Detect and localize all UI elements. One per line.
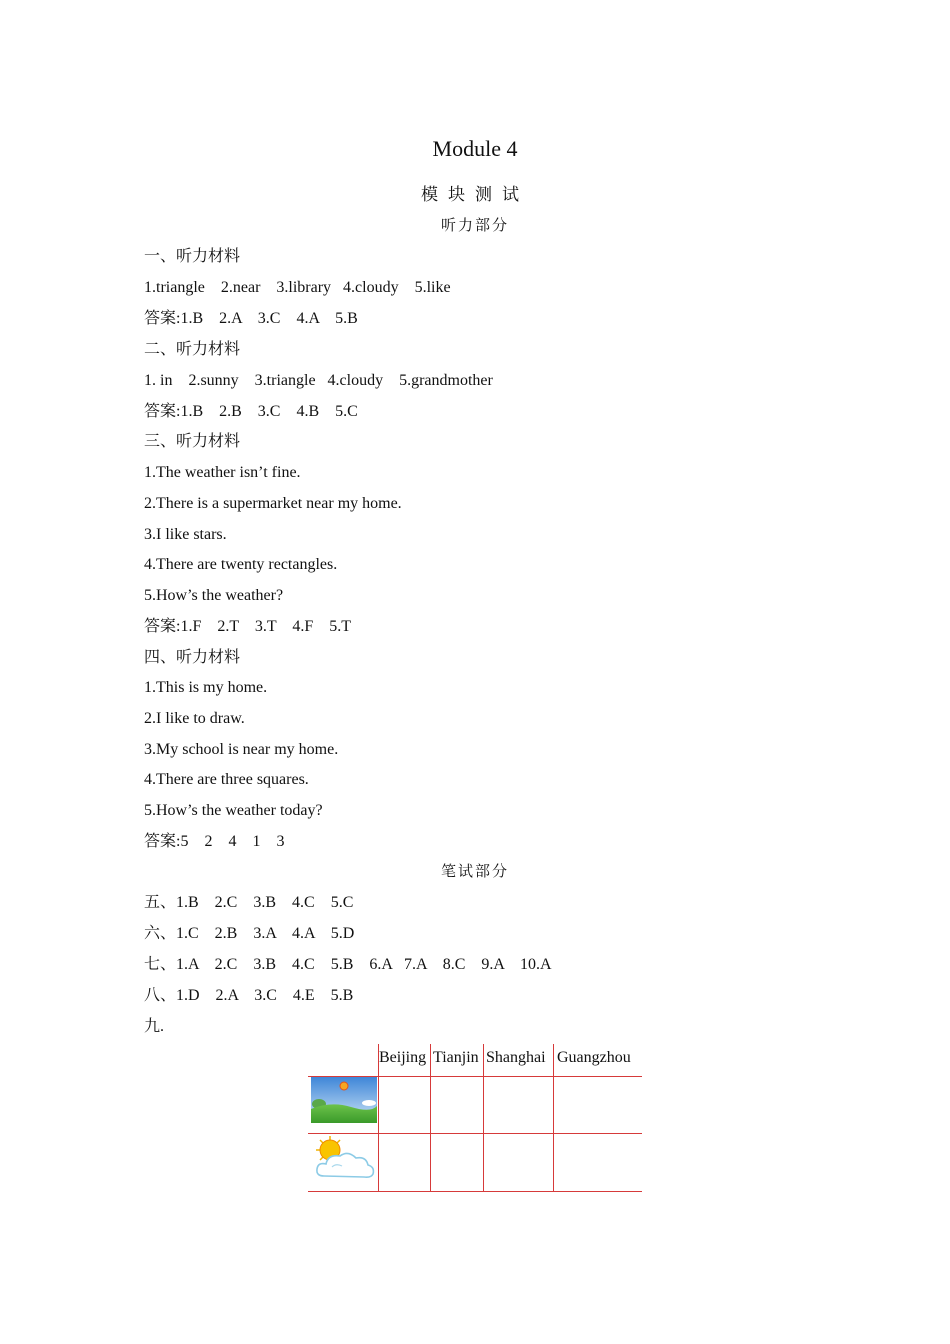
section-4-answers: 答案:5 2 4 1 3 [144, 833, 285, 850]
section-4-sentence-1: 1.This is my home. [144, 679, 268, 696]
section-3-sentence-4: 4.There are twenty rectangles. [144, 556, 338, 573]
table-divider [378, 1044, 379, 1192]
section-4-sentence-3: 3.My school is near my home. [144, 741, 339, 758]
section-5-answers: 五、1.B 2.C 3.B 4.C 5.C [144, 894, 354, 911]
column-header-shanghai: Shanghai [486, 1049, 546, 1066]
section-2-answers: 答案:1.B 2.B 3.C 4.B 5.C [144, 403, 358, 420]
weather-table [308, 1044, 642, 1194]
section-4-sentence-2: 2.I like to draw. [144, 710, 245, 727]
section-3-sentence-3: 3.I like stars. [144, 526, 227, 543]
section-4-heading: 四、听力材料 [144, 649, 241, 666]
section-6-answers: 六、1.C 2.B 3.A 4.A 5.D [144, 925, 355, 942]
section-9-label: 九. [144, 1018, 165, 1035]
section-7-answers: 七、1.A 2.C 3.B 4.C 5.B 6.A 7.A 8.C 9.A 10.A [144, 956, 552, 973]
table-divider [553, 1044, 554, 1192]
section-3-sentence-1: 1.The weather isn’t fine. [144, 464, 301, 481]
page-title: Module 4 [432, 136, 518, 161]
section-3-sentence-2: 2.There is a supermarket near my home. [144, 495, 402, 512]
section-2-words: 1. in 2.sunny 3.triangle 4.cloudy 5.grandmother [144, 372, 493, 389]
sunny-landscape-icon [311, 1077, 377, 1123]
table-divider [430, 1044, 431, 1192]
writing-section-heading: 笔试部分 [440, 864, 509, 880]
section-1-heading: 一、听力材料 [144, 248, 241, 265]
section-4-sentence-4: 4.There are three squares. [144, 771, 309, 788]
page-subtitle: 模块测试 [421, 185, 529, 204]
section-3-heading: 三、听力材料 [144, 433, 241, 450]
section-8-answers: 八、1.D 2.A 3.C 4.E 5.B [144, 987, 354, 1004]
section-1-answers: 答案:1.B 2.A 3.C 4.A 5.B [144, 310, 358, 327]
column-header-tianjin: Tianjin [433, 1049, 479, 1066]
table-divider [483, 1044, 484, 1192]
column-header-beijing: Beijing [379, 1049, 427, 1066]
section-3-answers: 答案:1.F 2.T 3.T 4.F 5.T [144, 618, 351, 635]
table-rule [308, 1191, 642, 1192]
sun-behind-cloud-icon [312, 1134, 378, 1184]
section-2-heading: 二、听力材料 [144, 341, 241, 358]
section-3-sentence-5: 5.How’s the weather? [144, 587, 284, 604]
listening-section-heading: 听力部分 [440, 218, 509, 234]
section-4-sentence-5: 5.How’s the weather today? [144, 802, 323, 819]
section-1-words: 1.triangle 2.near 3.library 4.cloudy 5.like [144, 279, 451, 296]
column-header-guangzhou: Guangzhou [557, 1049, 631, 1066]
